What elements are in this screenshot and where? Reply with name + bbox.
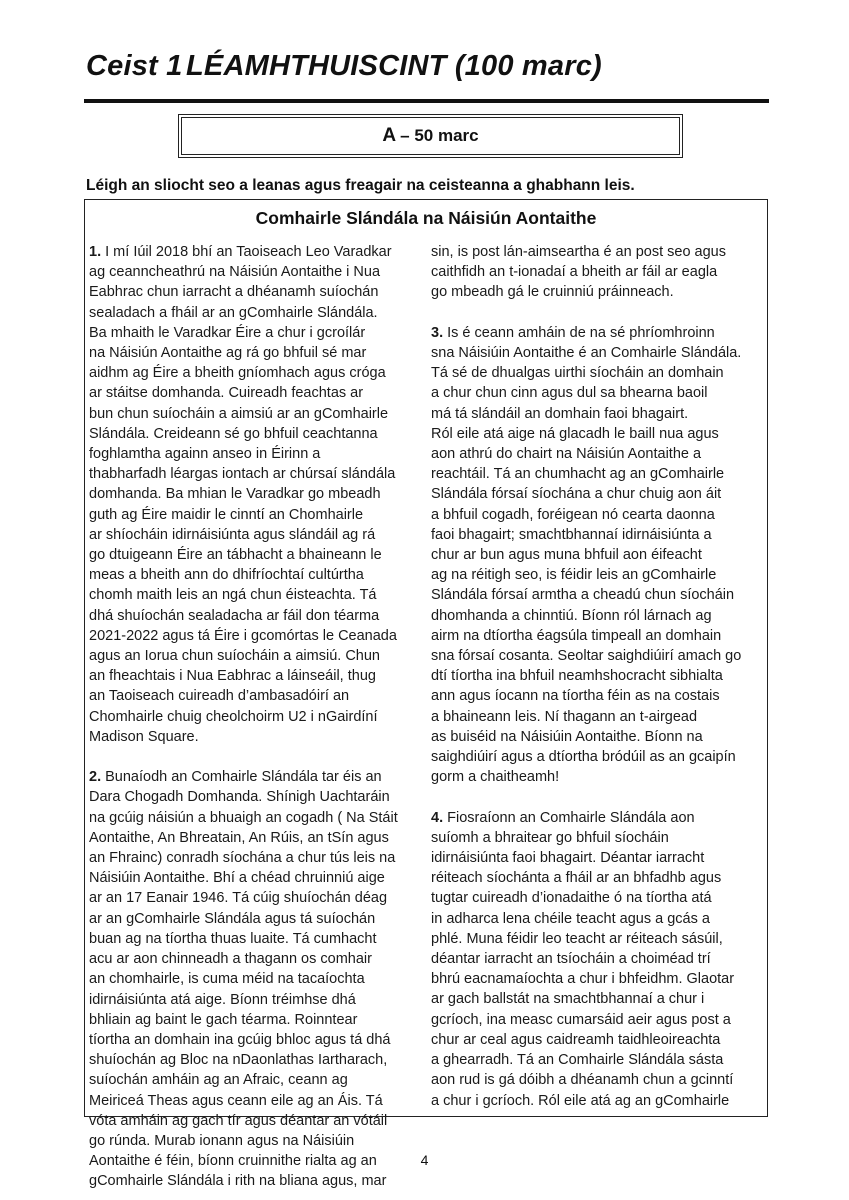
passage-line: as buiséid na Náisiúin Aontaithe. Bíonn na	[431, 728, 703, 745]
passage-line: Tá sé de dhualgas uirthi síocháin an domhain	[431, 365, 724, 382]
passage-line: go mbeadh gá le cruinniú práinneach.	[431, 284, 674, 301]
passage-line: gorm a chaitheamh!	[431, 769, 560, 786]
passage-line: vóta amháin ag gach tír agus déantar an vótáil	[89, 1112, 388, 1129]
passage-line: dhá shuíochán sealadacha ar fáil don téarma	[89, 607, 380, 624]
passage-line: saighdiúirí agus a dtíortha bródúil as an gcaipín	[431, 749, 736, 766]
passage-line: foghlamtha againn anseo in Éirinn a	[89, 446, 321, 463]
passage-line: reachtáil. Tá an chumhacht ag an gComhairle	[431, 466, 725, 483]
passage-line: Náisiúin Aontaithe. Bhí a chéad chruinniú aige	[89, 870, 385, 887]
passage-line: ar shíocháin idirnáisiúnta agus slándáil ag rá	[89, 526, 376, 543]
passage-line: Aontaithe, An Bhreatain, An Rúis, an tSín agus	[89, 829, 389, 846]
passage-line: an Fhrainc) conradh síochána a chur tús leis na	[89, 850, 396, 867]
passage-line: má tá slándáil an domhain faoi bhagairt.	[431, 405, 689, 422]
passage-line: Aontaithe é féin, bíonn cruinnithe rialta ag an	[89, 1153, 377, 1170]
passage-line: ag ceanncheathrú na Náisiún Aontaithe i Nua	[89, 264, 381, 281]
passage-line: chur ar bun agus muna bhfuil aon éifeacht	[431, 547, 702, 564]
passage-line: buan ag na tíortha thuas luaite. Tá cumhacht	[89, 930, 377, 947]
passage-line: meas a bheith ann do dhifríochtaí cultúrtha	[89, 567, 364, 584]
section-letter: A	[382, 125, 397, 146]
passage-line: suíomh a bhraitear go bhfuil síocháin	[431, 829, 669, 846]
passage-line: a bhaineann leis. Ní thagann an t-airgead	[431, 708, 698, 725]
passage-line: sna fórsaí cosanta. Seoltar saighdiúirí amach go	[431, 648, 742, 665]
passage-line: ar an gComhairle Slándála agus tá suíochán	[89, 910, 376, 927]
passage-line: sealadach a fháil ar an gComhairle Slándála.	[89, 304, 378, 321]
passage-line: chomh maith leis an ngá chun éisteachta. Tá	[89, 587, 377, 604]
instruction-text: Léigh an sliocht seo a leanas agus freagair na ceisteanna a ghabhann leis.	[86, 177, 635, 194]
passage-line: idirnáisiúnta faoi bhagairt. Déantar iarracht	[431, 850, 705, 867]
passage-line: domhanda. Ba mhian le Varadkar go mbeadh	[89, 486, 381, 503]
section-marks: – 50 marc	[400, 126, 479, 145]
paragraph-number: 4.	[431, 809, 444, 826]
passage-line: caithfidh an t-ionadaí a bheith ar fáil ar eagla	[431, 264, 718, 281]
passage-line: agus an Iorua chun suíocháin a aimsiú. Chun	[89, 648, 380, 665]
passage-line: ag na réitigh seo, is féidir leis an gComhairle	[431, 567, 717, 584]
passage-line: an chomhairle, is cuma méid na tacaíochta	[89, 971, 365, 988]
passage-line: Madison Square.	[89, 728, 199, 745]
passage-paragraph	[89, 242, 419, 747]
passage-line: na Náisiún Aontaithe ag rá go bhfuil sé mar	[89, 345, 367, 362]
passage-line: an fheachtais i Nua Eabhrac a láinseáil, thug	[89, 668, 376, 685]
question-title: LÉAMHTHUISCINT (100 marc)	[186, 50, 602, 82]
passage-title: Comhairle Slándála na Náisiún Aontaithe	[255, 208, 597, 228]
passage-line: acu ar aon chinneadh a thagann os comhair	[89, 951, 372, 968]
passage-line: Ba mhaith le Varadkar Éire a chur i gcroílár	[89, 324, 366, 341]
passage-line: 2021-2022 agus tá Éire i gcomórtas le Ceanada	[89, 627, 397, 644]
paragraph-number: 2.	[89, 769, 102, 786]
passage-line: go rúnda. Murab ionann agus na Náisiúin	[89, 1132, 355, 1149]
passage-line: 1. I mí Iúil 2018 bhí an Taoiseach Leo Varadkar	[89, 244, 392, 260]
passage-line: idirnáisiúnta atá aige. Bíonn tréimhse dhá	[89, 991, 356, 1008]
passage-line: chur ar ceal agus caidreamh taidhleoireachta	[431, 1031, 721, 1048]
section-box-inner	[181, 117, 680, 155]
passage-line: bun chun suíocháin a aimsiú ar an gComhairle	[89, 405, 389, 422]
passage-line: Eabhrac chun iarracht a dhéanamh suíochán	[89, 284, 379, 301]
passage-line: a bhfuil cogadh, foréigean nó cearta daonna	[431, 506, 715, 523]
passage-line: an Taoiseach cuireadh d’ambasadóirí an	[89, 688, 350, 705]
passage-line: dhomhanda a chinntiú. Bíonn ról lárnach ag	[431, 607, 712, 624]
passage-line: a ghearradh. Tá an Comhairle Slándála sásta	[431, 1052, 724, 1069]
passage-line: aon athrú do chairt na Náisiún Aontaithe a	[431, 446, 702, 463]
passage-line: Slándála fórsaí síochána a chur chuig aon áit	[431, 486, 722, 503]
passage-line: guth ag Éire maidir le cinntí an Chomhairle	[89, 506, 364, 523]
passage-line: aidhm ag Éire a bheith gníomhach agus cróga	[89, 365, 386, 382]
passage-line: 3. Is é ceann amháin de na sé phríomhroinn	[431, 324, 715, 341]
passage-line: gcríoch, ina measc cumarsáid aeir agus post a	[431, 1011, 731, 1028]
passage-paragraph	[431, 808, 765, 1111]
passage-line: thabharfadh léargas iontach ar chúrsaí slándála	[89, 466, 396, 483]
passage-line: Chomhairle chuig cheolchoirm U2 i nGairdíní	[89, 708, 378, 725]
passage-line: in adharca lena chéile teacht agus a gcás a	[431, 910, 710, 927]
passage-line: faoi bhagairt; smachtbhannaí idirnáisiúnta a	[431, 526, 712, 543]
passage-line: na gcúig náisiún a bhuaigh an cogadh ( Na Stáit	[89, 809, 398, 826]
passage-paragraph	[431, 323, 765, 788]
question-heading	[86, 50, 602, 83]
heading-rule	[84, 99, 769, 103]
passage-line: suíochán amháin ag an Afraic, ceann ag	[89, 1072, 348, 1089]
passage-line: Slándála fórsaí armtha a cheadú chun síocháin	[431, 587, 735, 604]
passage-line: airm na dtíortha éagsúla timpeall an domhain	[431, 627, 722, 644]
passage-line: tíortha an domhain ina gcúig bhloc agus tá dhá	[89, 1031, 391, 1048]
passage-line: ar gach ballstát na smachtbhannaí a chur i	[431, 991, 705, 1008]
passage-line: sin, is post lán-aimseartha é an post seo agus	[431, 244, 726, 260]
passage-line: déantar iarracht an tsíocháin a choiméad trí	[431, 951, 711, 968]
passage-line: ar stáitse domhanda. Cuireadh feachtas ar	[89, 385, 364, 402]
paragraph-number: 3.	[431, 324, 444, 341]
passage-line: ann agus íocann na tíortha féin as na costais	[431, 688, 720, 705]
passage-line: dtí tíortha ina bhfuil neamhshocracht sibhialta	[431, 668, 723, 685]
passage-line: a chur chun cinn agus dul sa bhearna baoil	[431, 385, 708, 402]
passage-line: phlé. Muna féidir leo teacht ar réiteach sásúil,	[431, 930, 723, 947]
passage-line: 2. Bunaíodh an Comhairle Slándála tar éis an	[89, 769, 382, 786]
passage-line: aon rud is gá dóibh a dhéanamh chun a gcinntí	[431, 1072, 734, 1089]
passage-line: gComhairle Slándála i rith na bliana agus, mar	[89, 1173, 387, 1190]
passage-line: Slándála. Creideann sé go bhfuil ceachtanna	[89, 425, 378, 442]
passage-line: go dtuigeann Éire an tábhacht a bhaineann le	[89, 547, 382, 564]
passage-line: ar an 17 Eanair 1946. Tá cúig shuíochán déag	[89, 890, 388, 907]
passage-line: sna Náisiúin Aontaithe é an Comhairle Slándála.	[431, 345, 742, 361]
passage-line: shuíochán ag Bloc na nDaonlathas Iartharach,	[89, 1052, 388, 1069]
passage-paragraph	[431, 242, 765, 303]
passage-line: a chur i gcríoch. Ról eile atá ag an gComhairle	[431, 1092, 730, 1109]
question-number: Ceist 1	[86, 50, 183, 82]
passage-line: Meiriceá Theas agus ceann eile ag an Áis. Tá	[89, 1092, 383, 1109]
page-number: 4	[420, 1152, 429, 1168]
paragraph-number: 1.	[89, 244, 102, 260]
passage-line: Dara Chogadh Domhanda. Shínigh Uachtaráin	[89, 789, 390, 806]
section-box	[178, 114, 683, 158]
passage-line: bhrú eacnamaíochta a chur i bhfeidhm. Glaotar	[431, 971, 735, 988]
passage-box	[84, 199, 768, 1190]
passage-right-column	[431, 242, 765, 1111]
passage-line: tugtar cuireadh d’ionadaithe ó na tíortha atá	[431, 890, 712, 907]
passage-paragraph	[89, 767, 419, 1191]
passage-line: 4. Fiosraíonn an Comhairle Slándála aon	[431, 809, 695, 826]
passage-line: bhliain ag baint le gach téarma. Roinntear	[89, 1011, 358, 1028]
passage-line: Ról eile atá aige ná glacadh le baill nua agus	[431, 425, 719, 442]
passage-left-column	[89, 242, 419, 1192]
passage-line: réiteach síochánta a fháil ar an bhfadhb agus	[431, 870, 722, 887]
